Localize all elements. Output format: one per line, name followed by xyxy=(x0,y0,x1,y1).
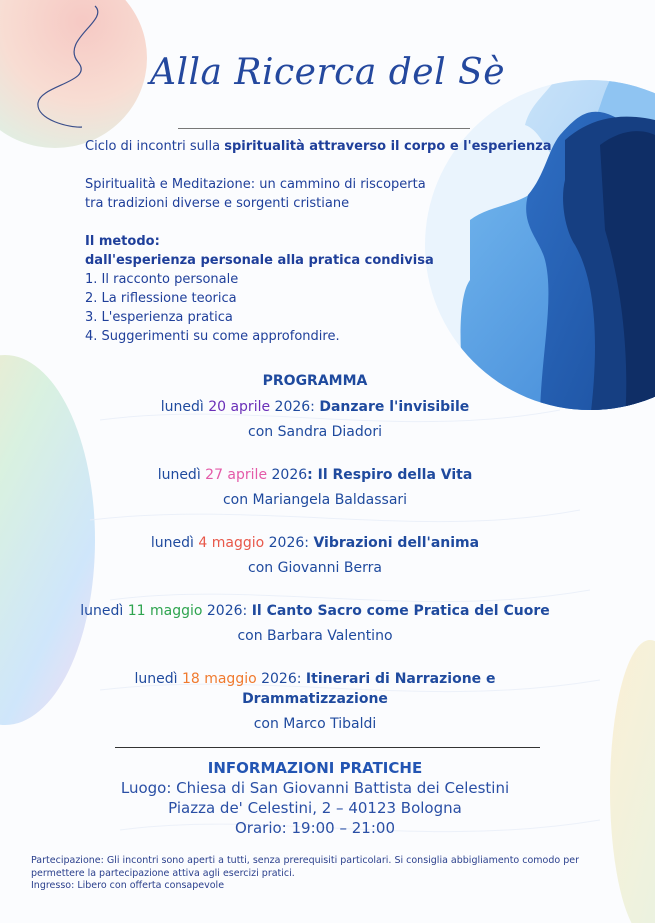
method-description: dall'esperienza personale alla pratica condivisa xyxy=(85,253,434,268)
event-year: 2026: xyxy=(256,671,306,687)
subtitle-line-1: Spiritualità e Meditazione: un cammino di riscoperta xyxy=(85,177,426,192)
event-date: 27 aprile xyxy=(205,467,268,483)
event-speaker: con Sandra Diadori xyxy=(248,424,382,440)
intro-section xyxy=(85,137,555,346)
programma-heading: PROGRAMMA xyxy=(262,373,368,389)
event-title: Vibrazioni dell'anima xyxy=(313,535,480,551)
bottom-right-blob xyxy=(610,640,655,923)
event-day: lunedì xyxy=(80,603,128,619)
intro-text: Ciclo di incontri sulla xyxy=(85,139,225,154)
info-section xyxy=(60,759,570,838)
event-year: 2026: xyxy=(270,399,320,415)
event-item xyxy=(60,669,570,734)
title-divider xyxy=(178,128,470,129)
event-day: lunedì xyxy=(134,671,182,687)
method-step: 3. L'esperienza pratica xyxy=(85,310,233,325)
event-date: 18 maggio xyxy=(181,671,257,687)
programma-section xyxy=(60,372,570,757)
info-indirizzo: Piazza de' Celestini, 2 – 40123 Bologna xyxy=(168,799,462,817)
footer-notes xyxy=(31,855,606,893)
event-title: : Il Respiro della Vita xyxy=(307,467,473,483)
event-title: Danzare l'invisibile xyxy=(319,399,470,415)
footer-ingresso: Ingresso: Libero con offerta consapevole xyxy=(31,880,225,891)
event-day: lunedì xyxy=(160,399,209,415)
intro-line xyxy=(85,137,555,156)
info-divider xyxy=(115,747,540,748)
event-day: lunedì xyxy=(150,535,199,551)
event-speaker: con Barbara Valentino xyxy=(237,628,393,644)
event-year: 2026: xyxy=(202,603,252,619)
method-step: 1. Il racconto personale xyxy=(85,272,239,287)
subtitle-line-2: tra tradizioni diverse e sorgenti cristiane xyxy=(85,196,350,211)
method-step: 2. La riflessione teorica xyxy=(85,291,237,306)
event-title: Il Canto Sacro come Pratica del Cuore xyxy=(251,603,550,619)
method-label: Il metodo: xyxy=(85,234,160,249)
event-date: 20 aprile xyxy=(208,399,271,415)
info-luogo: Luogo: Chiesa di San Giovanni Battista dei Celestini xyxy=(120,779,510,797)
intro-highlight: spiritualità attraverso il corpo e l'esperienza xyxy=(224,139,552,154)
event-year: 2026 xyxy=(267,467,308,483)
method-step: 4. Suggerimenti su come approfondire. xyxy=(85,329,340,344)
event-speaker: con Mariangela Baldassari xyxy=(222,492,408,508)
event-year: 2026: xyxy=(264,535,314,551)
footer-partecipazione: Partecipazione: Gli incontri sono aperti a tutti, senza prerequisiti particolari. Si consiglia abbigliamento comodo per permettere la partecipazione attiva agli esercizi pratici. xyxy=(31,855,580,879)
event-speaker: con Marco Tibaldi xyxy=(253,716,377,732)
event-item xyxy=(60,465,570,510)
event-title: Itinerari di Narrazione e Drammatizzazione xyxy=(242,671,496,707)
event-item xyxy=(60,601,570,646)
event-item xyxy=(60,397,570,442)
info-heading: INFORMAZIONI PRATICHE xyxy=(207,759,423,777)
page-title: Alla Ricerca del Sè xyxy=(149,52,506,93)
event-date: 4 maggio xyxy=(198,535,265,551)
event-day: lunedì xyxy=(157,467,206,483)
info-orario: Orario: 19:00 – 21:00 xyxy=(235,819,395,837)
event-date: 11 maggio xyxy=(127,603,203,619)
event-item xyxy=(60,533,570,578)
event-speaker: con Giovanni Berra xyxy=(248,560,382,576)
